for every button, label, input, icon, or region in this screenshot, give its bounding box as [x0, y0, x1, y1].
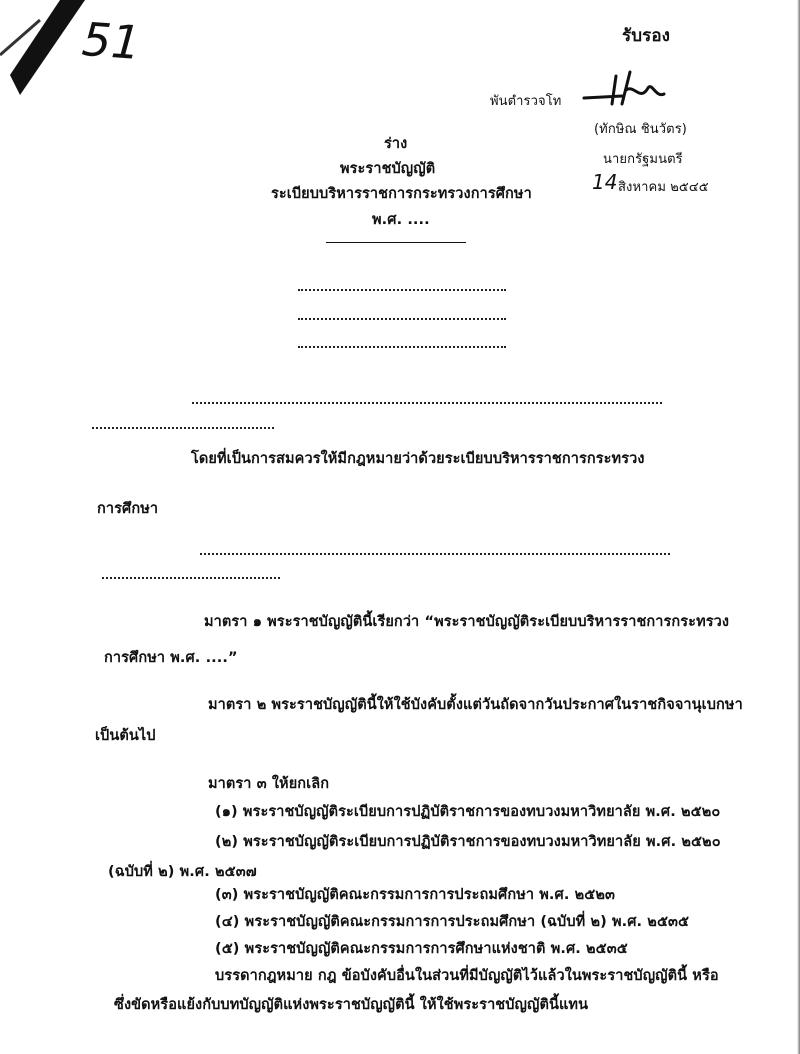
- act-year: พ.ศ. ....: [372, 212, 430, 228]
- act-type: พระราชบัญญัติ: [340, 161, 436, 177]
- section2-line2: เป็นต้นไป: [95, 728, 156, 744]
- blank-line: [298, 318, 506, 320]
- signature-icon: [582, 68, 672, 108]
- blank-line: [298, 289, 506, 291]
- page-number: 51: [80, 12, 143, 70]
- blank-line: [192, 402, 662, 404]
- section1-line2: การศึกษา พ.ศ. ....”: [104, 650, 238, 666]
- blank-line: [298, 346, 506, 348]
- section3-item: (๕) พระราชบัญญัติคณะกรรมการการศึกษาแห่งชาติ พ.ศ. ๒๕๓๕: [215, 941, 628, 957]
- blank-line: [200, 553, 670, 555]
- act-name: ระเบียบบริหารราชการกระทรวงการศึกษา: [271, 186, 532, 202]
- section3-item: (ฉบับที่ ๒) พ.ศ. ๒๕๓๗: [108, 864, 257, 880]
- section3-heading: มาตรา ๓ ให้ยกเลิก: [208, 776, 330, 792]
- rank-label: พันตำรวจโท: [490, 94, 562, 109]
- preamble-line1: โดยที่เป็นการสมควรให้มีกฎหมายว่าด้วยระเบียบบริหารราชการกระทรวง: [191, 451, 645, 467]
- section3-tail-line2: ซึ่งขัดหรือแย้งกับบทบัญญัติแห่งพระราชบัญญัตินี้ ให้ใช้พระราชบัญญัตินี้แทน: [114, 997, 589, 1013]
- title-underline: [326, 242, 466, 243]
- signer-name: (ทักษิณ ชินวัตร): [594, 122, 687, 137]
- section2-line1: มาตรา ๒ พระราชบัญญัตินี้ให้ใช้บังคับตั้งแต่วันถัดจากวันประกาศในราชกิจจานุเบกษา: [208, 697, 743, 713]
- section1-line1: มาตรา ๑ พระราชบัญญัตินี้เรียกว่า “พระราชบัญญัติระเบียบบริหารราชการกระทรวง: [204, 614, 730, 630]
- section3-tail-line1: บรรดากฎหมาย กฎ ข้อบังคับอื่นในส่วนที่มีบัญญัติไว้แล้วในพระราชบัญญัตินี้ หรือ: [215, 968, 719, 984]
- section3-item: (๑) พระราชบัญญัติระเบียบการปฏิบัติราชการของทบวงมหาวิทยาลัย พ.ศ. ๒๕๒๐: [215, 804, 721, 820]
- section3-item: (๔) พระราชบัญญัติคณะกรรมการการประถมศึกษา (ฉบับที่ ๒) พ.ศ. ๒๕๓๕: [215, 914, 690, 930]
- sign-day: 14: [592, 170, 618, 194]
- sign-date: สิงหาคม ๒๕๔๕: [618, 180, 709, 195]
- blank-line: [92, 427, 274, 429]
- section3-item: (๒) พระราชบัญญัติระเบียบการปฏิบัติราชการของทบวงมหาวิทยาลัย พ.ศ. ๒๕๒๐: [215, 834, 721, 850]
- certified-label: รับรอง: [622, 26, 671, 46]
- section3-item: (๓) พระราชบัญญัติคณะกรรมการการประถมศึกษา พ.ศ. ๒๕๒๓: [215, 887, 616, 903]
- preamble-line2: การศึกษา: [97, 501, 159, 517]
- draft-label: ร่าง: [384, 136, 408, 152]
- blank-line: [102, 577, 280, 579]
- signer-title: นายกรัฐมนตรี: [603, 152, 683, 167]
